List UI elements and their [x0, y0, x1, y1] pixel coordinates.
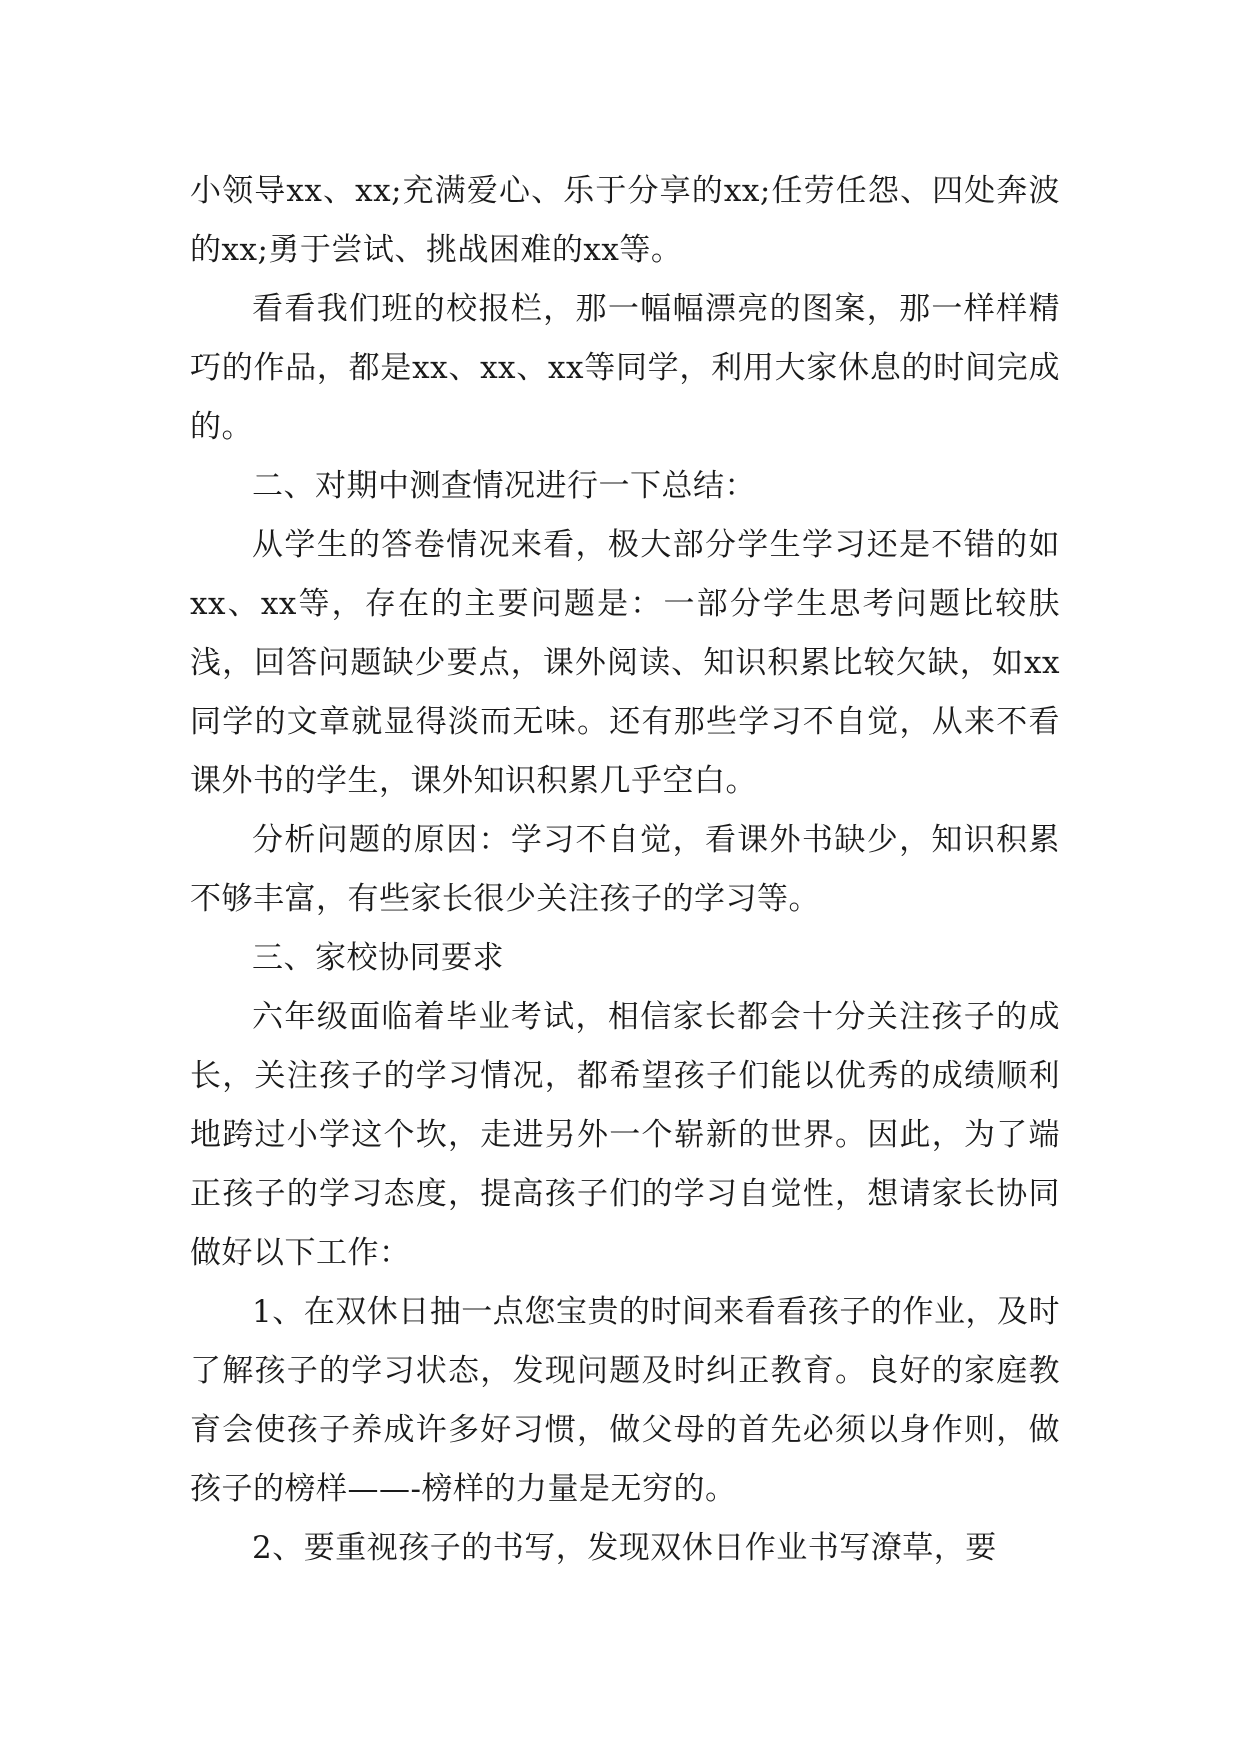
- paragraph: 小领导xx、xx;充满爱心、乐于分享的xx;任劳任怨、四处奔波的xx;勇于尝试、挑战困难的xx等。: [190, 173, 1060, 268]
- list-item: 2、要重视孩子的书写，发现双休日作业书写潦草，要: [252, 1530, 997, 1566]
- section-heading: 三、家校协同要求: [252, 940, 504, 976]
- paragraph: 看看我们班的校报栏，那一幅幅漂亮的图案，那一样样精巧的作品，都是xx、xx、xx等同学，利用大家休息的时间完成的。: [190, 291, 1060, 445]
- paragraph: 从学生的答卷情况来看，极大部分学生学习还是不错的如xx、xx等，存在的主要问题是：一部分学生思考问题比较肤浅，回答问题缺少要点，课外阅读、知识积累比较欠缺，如xx同学的文章就显得淡而无味。还有那些学习不自觉，从来不看课外书的学生，课外知识积累几乎空白。: [190, 527, 1060, 799]
- document-body: [190, 162, 1060, 1578]
- section-heading: 二、对期中测查情况进行一下总结：: [252, 468, 756, 504]
- list-item: 1、在双休日抽一点您宝贵的时间来看看孩子的作业，及时了解孩子的学习状态，发现问题及时纠正教育。良好的家庭教育会使孩子养成许多好习惯，做父母的首先必须以身作则，做孩子的榜样——-榜样的力量是无穷的。: [190, 1294, 1060, 1507]
- paragraph: 六年级面临着毕业考试，相信家长都会十分关注孩子的成长，关注孩子的学习情况，都希望孩子们能以优秀的成绩顺利地跨过小学这个坎，走进另外一个崭新的世界。因此，为了端正孩子的学习态度，提高孩子们的学习自觉性，想请家长协同做好以下工作：: [190, 999, 1060, 1271]
- paragraph: 分析问题的原因：学习不自觉，看课外书缺少，知识积累不够丰富，有些家长很少关注孩子的学习等。: [190, 822, 1060, 917]
